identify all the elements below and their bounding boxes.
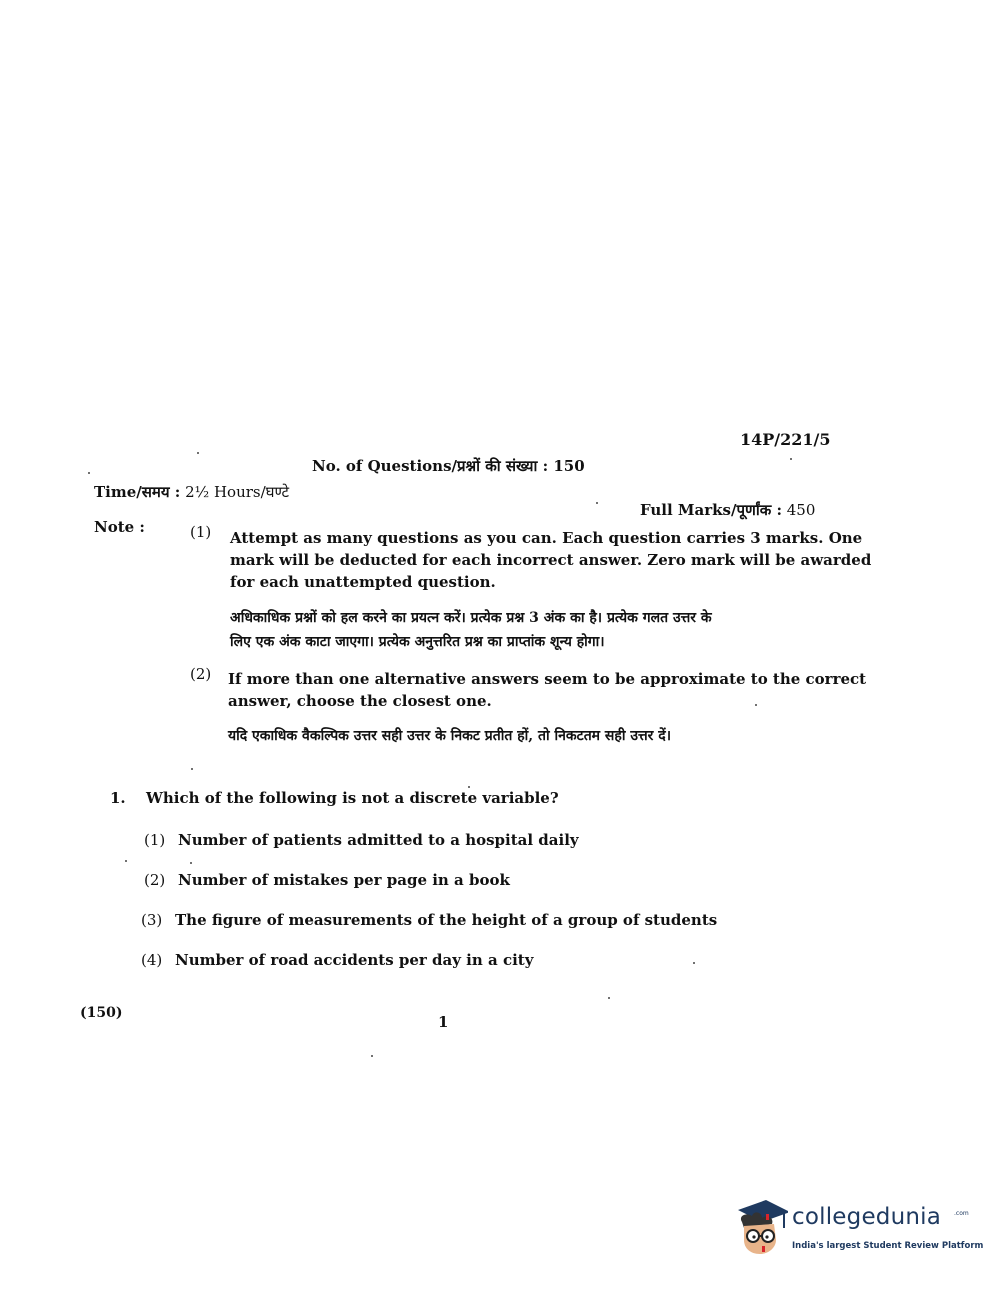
note-line: answer, choose the closest one. — [228, 692, 492, 710]
option-text: Number of mistakes per page in a book — [178, 871, 510, 889]
option-2 — [144, 871, 510, 889]
note-item-english — [230, 527, 871, 593]
full-marks-label: Full Marks/पूर्णांक : — [640, 501, 782, 519]
scan-speck — [693, 962, 695, 964]
time-allowed — [94, 482, 289, 502]
scan-speck — [191, 768, 193, 770]
full-marks-value: 450 — [786, 501, 816, 519]
note-line: Attempt as many questions as you can. Each question carries 3 marks. One — [230, 529, 863, 547]
option-number: (2) — [144, 871, 166, 889]
full-marks — [640, 500, 815, 520]
logo-suffix: .com — [954, 1210, 969, 1217]
scan-speck — [468, 786, 470, 788]
note-line: लिए एक अंक काटा जाएगा। प्रत्येक अनुत्तरित प्रश्न का प्राप्तांक शून्य होगा। — [230, 634, 605, 650]
note-item-number: (1) — [190, 523, 212, 541]
logo-mascot-icon — [732, 1196, 788, 1256]
note-line: अधिकाधिक प्रश्नों को हल करने का प्रयत्न करें। प्रत्येक प्रश्न 3 अंक का है। प्रत्येक गलत उत्तर के — [230, 610, 712, 626]
note-line: mark will be deducted for each incorrect answer. Zero mark will be awarded — [230, 551, 872, 569]
note-label: Note : — [94, 518, 145, 536]
option-text: Number of patients admitted to a hospital daily — [178, 831, 579, 849]
logo-name: collegedunia — [792, 1204, 942, 1230]
option-3 — [141, 911, 717, 929]
scan-speck — [125, 860, 127, 862]
time-label: Time/समय : — [94, 483, 181, 501]
option-number: (1) — [144, 831, 166, 849]
option-number: (4) — [141, 951, 163, 969]
page-number: 1 — [438, 1013, 449, 1031]
note-item-hindi — [228, 724, 671, 748]
note-item-english — [228, 668, 866, 712]
scan-speck — [755, 704, 757, 706]
note-item-number: (2) — [190, 665, 212, 683]
question-number: 1. — [110, 789, 126, 807]
option-4 — [141, 951, 533, 969]
scan-speck — [371, 1055, 373, 1057]
option-text: The figure of measurements of the height of a group of students — [175, 911, 718, 929]
question-text: Which of the following is not a discrete variable? — [146, 789, 559, 807]
collegedunia-logo[interactable] — [732, 1196, 984, 1266]
note-line: for each unattempted question. — [230, 573, 496, 591]
number-of-questions: No. of Questions/प्रश्नों की संख्या : 150 — [312, 457, 585, 475]
scan-speck — [790, 458, 792, 460]
note-line: If more than one alternative answers seem to be approximate to the correct — [228, 670, 867, 688]
paper-code: 14P/221/5 — [740, 430, 831, 449]
scan-speck — [190, 862, 192, 864]
note-item-hindi — [230, 606, 712, 654]
note-line: यदि एकाधिक वैकल्पिक उत्तर सही उत्तर के निकट प्रतीत हों, तो निकटतम सही उत्तर दें। — [228, 728, 672, 744]
scan-speck — [197, 452, 199, 454]
option-number: (3) — [141, 911, 163, 929]
footer-code: (150) — [80, 1005, 123, 1021]
time-value: 2½ Hours/घण्टे — [185, 483, 290, 501]
option-text: Number of road accidents per day in a city — [175, 951, 534, 969]
scan-speck — [596, 502, 598, 504]
option-1 — [144, 831, 579, 849]
scan-speck — [608, 997, 610, 999]
logo-tagline: India's largest Student Review Platform — [792, 1241, 984, 1251]
scan-speck — [88, 472, 90, 474]
